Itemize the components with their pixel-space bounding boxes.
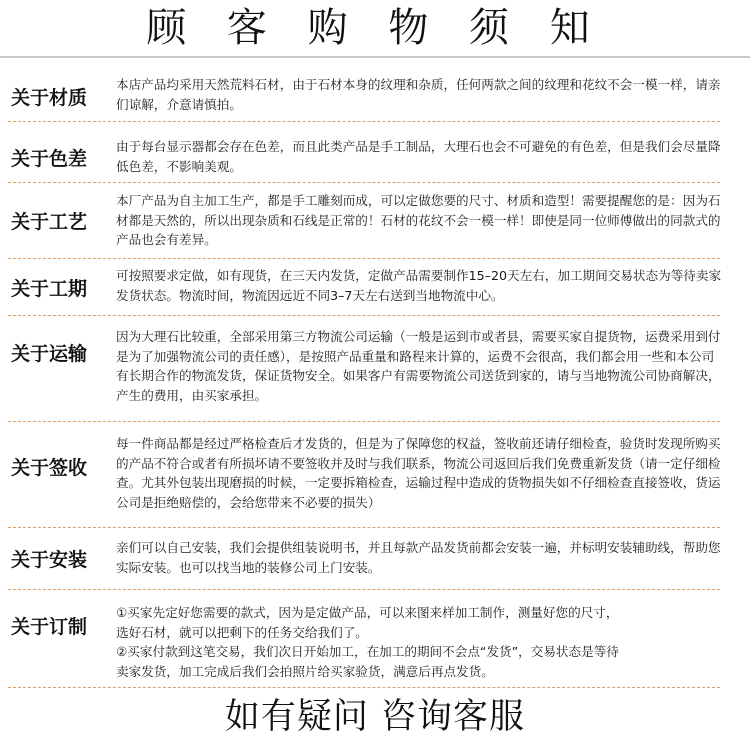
section-divider — [8, 258, 720, 259]
heading-installation: 关于安装 — [11, 549, 88, 571]
body-lead-time: 可按照要求定做，如有现货，在三天内发货，定做产品需要制作15–20天左右，加工期间交易状态为等待卖家发货状态。物流时间，物流因远近不同3–7天左右送到当地物流中心。 — [116, 268, 722, 303]
body-material: 本店产品均采用天然荒料石材，由于石材本身的纹理和杂质，任何两款之间的纹理和花纹不会一模一样，请亲们谅解，介意请慎拍。 — [116, 77, 721, 112]
heading-lead-time: 关于工期 — [11, 278, 88, 300]
title-divider — [0, 56, 750, 58]
heading-material: 关于材质 — [11, 87, 88, 109]
body-installation: 亲们可以自己安装，我们会提供组装说明书，并且每款产品发货前都会安装一遍，并标明安装辅助线，帮助您实际安装。也可以找当地的装修公司上门安装。 — [116, 540, 721, 575]
heading-receipt: 关于签收 — [11, 457, 88, 479]
heading-craft: 关于工艺 — [11, 211, 88, 233]
section-divider — [8, 182, 720, 183]
heading-color-difference: 关于色差 — [11, 148, 88, 170]
section-divider — [8, 315, 720, 316]
heading-customization: 关于订制 — [11, 616, 88, 638]
section-divider — [8, 589, 720, 590]
section-divider — [8, 687, 720, 688]
section-divider — [8, 421, 720, 422]
body-color-difference: 由于每台显示器都会存在色差，而且此类产品是手工制品，大理石也会不可避免的有色差，但是我们会尽量降低色差，不影响美观。 — [116, 139, 721, 174]
body-receipt: 每一件商品都是经过严格检查后才发货的，但是为了保障您的权益，签收前还请仔细检查，验货时发现所购买的产品不符合或者有所损坏请不要签收并及时与我们联系，物流公司返回后我们免费重新发货（请一定仔细检查。尤其外包装出现磨损的时候，一定要拆箱检查，运输过程中造成的货物损失如不仔细检查直接签收，货运公司是拒绝赔偿的，会给您带来不必要的损失） — [116, 436, 721, 510]
body-shipping: 因为大理石比较重，全部采用第三方物流公司运输（一般是运到市或者县，需要买家自提货物，运费采用到付是为了加强物流公司的责任感），是按照产品重量和路程来计算的，运费不会很高，我们都会用一些和本公司有长期合作的物流发货，保证货物安全。如果客户有需要物流公司送货到家的，请与当地物流公司协商解决，产生的费用，由买家承担。 — [116, 329, 721, 403]
section-divider — [8, 527, 720, 528]
page-title: 顾 客 购 物 须 知 — [146, 5, 604, 51]
body-customization: ①买家先定好您需要的款式，因为是定做产品，可以来图来样加工制作，测量好您的尺寸， 选好石材，就可以把剩下的任务交给我们了。 ②买家付款到这笔交易，我们次日开始加工，在加工的期间不会点“发货”，交易状态是等待 卖家发货，加工完成后我们会拍照片给买家验货，满意后再点发货。 — [116, 605, 619, 679]
footer-contact-text: 如有疑问 咨询客服 — [224, 697, 526, 737]
section-divider — [8, 121, 720, 122]
body-craft: 本厂产品为自主加工生产，都是手工雕刻而成，可以定做您要的尺寸、材质和造型！需要提醒您的是：因为石材都是天然的，所以出现杂质和石线是正常的！石材的花纹不会一模一样！即使是同一位师傅做出的同款式的产品也会有差异。 — [116, 193, 721, 247]
heading-shipping: 关于运输 — [11, 343, 88, 365]
